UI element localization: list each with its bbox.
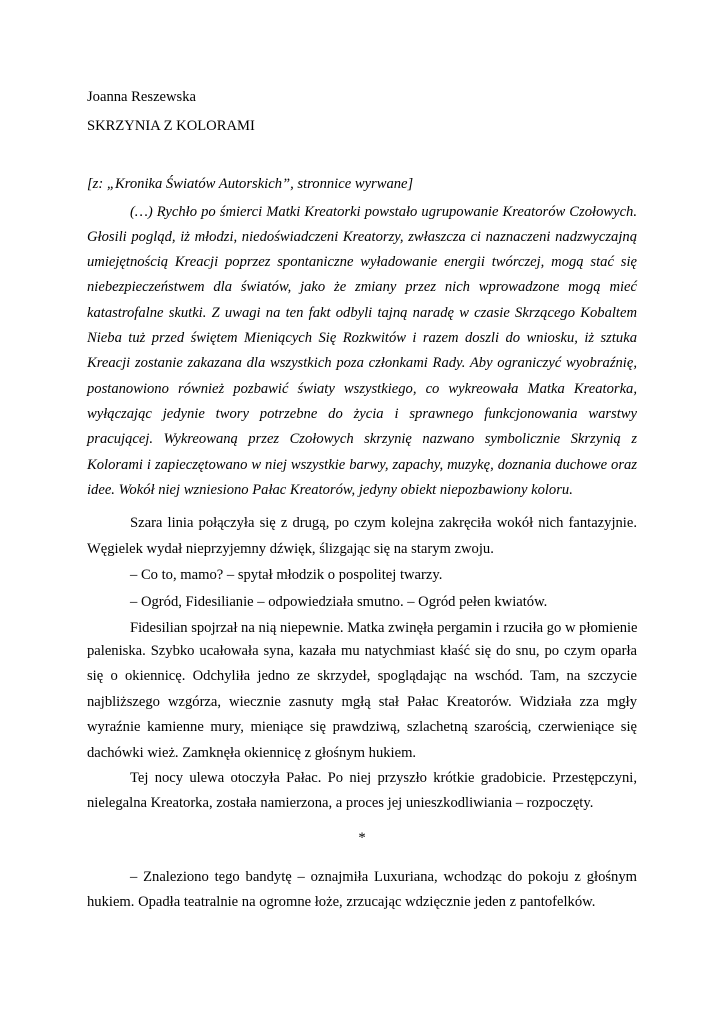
body-line: Tej nocy ulewa otoczyła Pałac. Po niej przyszło krótkie gradobicie. Przestępczyni,	[130, 770, 637, 786]
body-line: Węgielek wydał nieprzyjemny dźwięk, ślizgając się na starym zwoju.	[87, 541, 494, 557]
dialogue-line: – Co to, mamo? – spytał młodzik o pospolitej twarzy.	[130, 567, 443, 583]
epigraph-line: Kreacji zostanie zakazana dla wszystkich poza członkami Rady. Aby ograniczyć wyobraźnię,	[87, 355, 637, 371]
body-line: paleniska. Szybko ucałowała syna, kazała mu natychmiast kłaść się do snu, po czym oparła	[87, 643, 637, 659]
epigraph-line: katastrofalne skutki. Z uwagi na ten fakt odbyli tajną naradę w czasie Skrzącego Kobaltem	[87, 305, 637, 321]
epigraph-line: pracującej. Wykreowaną przez Czołowych skrzynię nazwano symbolicznie Skrzynią z	[87, 431, 637, 447]
body-line: się o okiennicę. Odchyliła jedno ze skrzydeł, spoglądając na wschód. Tam, na szczycie	[87, 668, 637, 684]
body-line: nielegalna Kreatorka, została namierzona, a proces jej unieszkodliwiania – rozpoczęty.	[87, 795, 594, 811]
body-line: Fidesilian spojrzał na nią niepewnie. Matka zwinęła pergamin i rzuciła go w płomienie	[130, 620, 638, 636]
epigraph-line: wyłączając jedynie twory potrzebne do życia i sprawnego funkcjonowania warstwy	[87, 406, 637, 422]
body-line: wyraźnie kamienne mury, mieniące się prawdziwą, szlachetną szarością, czerwieniące się	[87, 719, 637, 735]
epigraph-line: (…) Rychło po śmierci Matki Kreatorki powstało ugrupowanie Kreatorów Czołowych.	[130, 204, 637, 220]
body-line: hukiem. Opadła teatralnie na ogromne łoże, zrzucając wdzięcznie jeden z pantofelków.	[87, 894, 596, 910]
body-line: dachówki wież. Zamknęła okiennicę z głośnym hukiem.	[87, 745, 417, 761]
dialogue-line: – Ogród, Fidesilianie – odpowiedziała smutno. – Ogród pełen kwiatów.	[130, 594, 548, 610]
epigraph-line: umiejętnością Kreacji poprzez spontaniczne wyładowanie energii twórczej, mogą stać się	[87, 254, 637, 270]
body-line: Szara linia połączyła się z drugą, po czym kolejna zakręciła wokół nich fantazyjnie.	[130, 515, 637, 531]
epigraph-line: niebezpieczeństwem dla światów, jako że zmiany przez nich wprowadzone mogą mieć	[87, 279, 637, 295]
epigraph-line: postanowiono również pozbawić światy wszystkiego, co wykreowała Matka Kreatorka,	[87, 381, 637, 397]
section-separator: *	[358, 830, 366, 846]
author-name: Joanna Reszewska	[87, 89, 197, 105]
epigraph-line: Głosili pogląd, iż młodzi, niedoświadczeni Kreatorzy, zwłaszcza ci naznaczeni nadzwyczajną	[87, 229, 637, 245]
body-line: najbliższego wzgórza, wiecznie zasnuty mgłą stał Pałac Kreatorów. Widziała zza mgły	[87, 694, 637, 710]
epigraph-line: Kolorami i zapieczętowano w niej wszystkie barwy, zapachy, muzykę, doznania duchowe oraz	[87, 457, 637, 473]
epigraph-line: idee. Wokół niej wzniesiono Pałac Kreatorów, jedyny obiekt niepozbawiony koloru.	[87, 482, 573, 498]
epigraph-source: [z: „Kronika Światów Autorskich”, stronnice wyrwane]	[87, 176, 414, 192]
epigraph-line: Nieba tuż przed świętem Mieniących Się Rozkwitów i razem doszli do wniosku, iż sztuka	[87, 330, 637, 346]
body-line: – Znaleziono tego bandytę – oznajmiła Luxuriana, wchodząc do pokoju z głośnym	[130, 869, 637, 885]
story-title: SKRZYNIA Z KOLORAMI	[87, 118, 255, 134]
